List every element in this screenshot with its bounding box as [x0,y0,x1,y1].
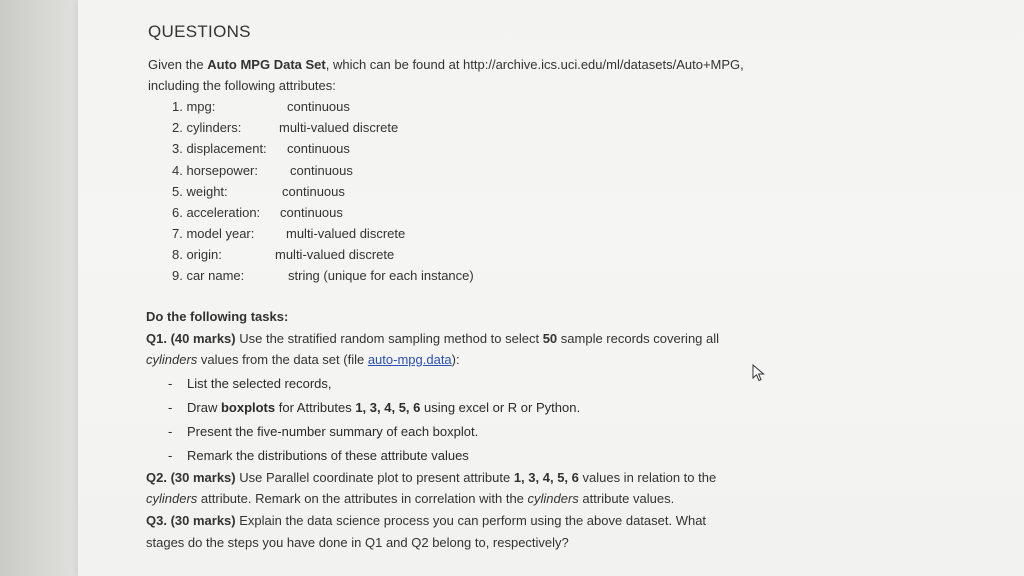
tasks-heading-text: Do the following tasks: [146,309,289,324]
task-bullet-3: Present the five-number summary of each boxplot. [187,424,479,439]
attribute-type: multi-valued discrete [286,226,406,241]
q1-text: ): [451,352,460,367]
q2-italic: cylinders [527,491,579,506]
attribute-name: 8. origin: [172,247,222,262]
attribute-type: string (unique for each instance) [288,268,474,283]
q2-italic: cylinders [146,491,198,506]
q3-label: Q3. (30 marks) [146,513,236,528]
bullet-dash: - [168,400,173,415]
q1-line-2 [146,352,460,367]
attribute-name: 1. mpg: [172,99,216,114]
attribute-type: continuous [290,163,353,178]
q1-line-1 [146,331,719,346]
attribute-name: 7. model year: [172,226,255,241]
attribute-name: 3. displacement: [172,141,267,156]
attribute-type: multi-valued discrete [279,120,399,135]
mouse-pointer-icon [752,364,766,382]
q2-text: Use Parallel coordinate plot to present attribute [235,470,514,485]
intro-line-2: including the following attributes: [148,78,336,93]
q2-label: Q2. (30 marks) [146,470,236,485]
q1-text: values from the data set (file [197,352,368,367]
task-bullet-1: List the selected records, [187,376,332,391]
attribute-type: continuous [282,184,345,199]
q3-text: Explain the data science process you can perform using the above dataset. What [235,513,707,528]
q1-italic: cylinders [146,352,198,367]
bullet-text: Draw [187,400,221,415]
dataset-name: Auto MPG Data Set [207,57,326,72]
bullet-dash: - [168,424,173,439]
data-file-link[interactable]: auto-mpg.data [367,352,452,367]
bullet-bold: boxplots [220,400,276,415]
attribute-name: 2. cylinders: [172,120,242,135]
intro-url-text: , which can be found at http://archive.ics.uci.edu/ml/datasets/Auto+MPG, [325,57,744,72]
q2-text: attribute values. [578,491,675,506]
page-title: QUESTIONS [148,22,251,41]
q3-line-2: stages do the steps you have done in Q1 and Q2 belong to, respectively? [146,535,569,550]
q2-text: values in relation to the [578,470,717,485]
q2-line-2 [146,491,674,506]
attribute-name: 9. car name: [172,268,245,283]
attribute-name: 5. weight: [172,184,228,199]
q2-attrs: 1, 3, 4, 5, 6 [513,470,579,485]
bullet-dash: - [168,448,173,463]
q1-text: Use the stratified random sampling method to select [235,331,543,346]
q1-label: Q1. (40 marks) [146,331,236,346]
attribute-type: continuous [287,141,350,156]
bullet-bold: 1, 3, 4, 5, 6 [355,400,421,415]
bullet-text: using excel or R or Python. [420,400,581,415]
q3-line-1 [146,513,706,528]
q1-count: 50 [542,331,558,346]
attribute-type: continuous [280,205,343,220]
attribute-name: 4. horsepower: [172,163,258,178]
q2-text: attribute. Remark on the attributes in correlation with the [197,491,528,506]
intro-line-1 [148,57,744,72]
attribute-type: continuous [287,99,350,114]
q1-text: sample records covering all [557,331,720,346]
intro-text: Given the [148,57,208,72]
q2-line-1 [146,470,716,485]
task-bullet-2 [187,400,580,415]
attribute-name: 6. acceleration: [172,205,261,220]
bullet-dash: - [168,376,173,391]
attribute-type: multi-valued discrete [275,247,395,262]
tasks-heading [146,309,288,324]
bullet-text: for Attributes [275,400,356,415]
task-bullet-4: Remark the distributions of these attribute values [187,448,469,463]
